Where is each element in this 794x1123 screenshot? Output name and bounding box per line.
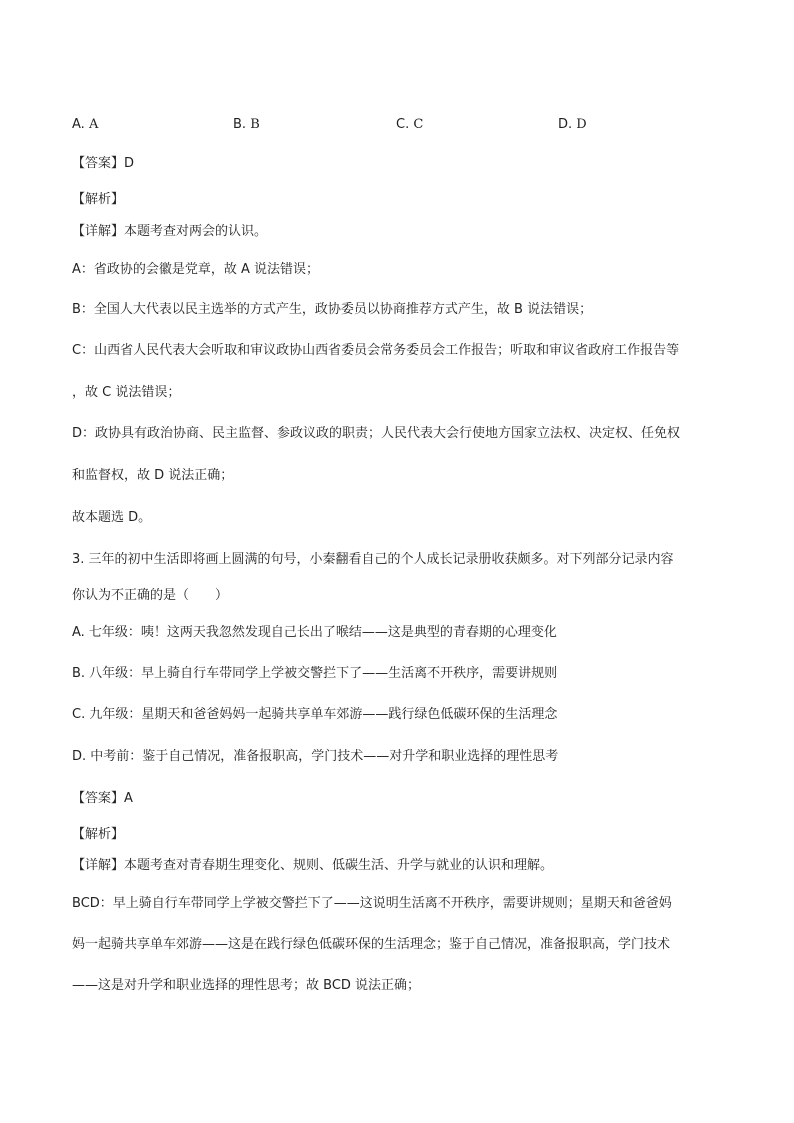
q2-line-d-cont: 和监督权，故 D 说法正确； (72, 468, 234, 483)
q2-line-c: C：山西省人民代表大会听取和审议政协山西省委员会常务委员会工作报告；听取和审议省政府工作报告等 (72, 343, 680, 358)
q3-stem-line1: 3. 三年的初中生活即将画上圆满的句号，小秦翻看自己的个人成长记录册收获颇多。对下列部分记录内容 (72, 552, 674, 567)
q2-detail: 【详解】本题考查对两会的认识。 (72, 224, 268, 239)
q3-analysis-label: 【解析】 (72, 827, 125, 842)
q3-explain-line1: BCD：早上骑自行车带同学上学被交警拦下了——这说明生活离不开秩序，需要讲规则；星期天和爸爸妈 (72, 896, 672, 911)
q3-option-c: C. 九年级：星期天和爸爸妈妈一起骑共享单车郊游——践行绿色低碳环保的生活理念 (72, 707, 558, 722)
q3-explain-line2: 妈一起骑共享单车郊游——这是在践行绿色低碳环保的生活理念；鉴于自己情况，准备报职高，学门技术 (72, 937, 671, 952)
q2-analysis-label: 【解析】 (72, 192, 125, 207)
q2-answer: 【答案】D (72, 156, 135, 171)
q3-option-d: D. 中考前：鉴于自己情况，准备报职高，学门技术——对升学和职业选择的理性思考 (72, 749, 559, 764)
option-d: D. D (558, 117, 587, 132)
q3-explain-line3: ——这是对升学和职业选择的理性思考；故 BCD 说法正确； (72, 978, 421, 993)
option-c: C. C (396, 117, 424, 132)
q3-option-b: B. 八年级：早上骑自行车带同学上学被交警拦下了——生活离不开秩序，需要讲规则 (72, 666, 558, 681)
q3-answer: 【答案】A (72, 791, 133, 806)
q3-option-a: A. 七年级：咦！这两天我忽然发现自己长出了喉结——这是典型的青春期的心理变化 (72, 625, 557, 640)
q3-stem-line2: 你认为不正确的是（ ） (72, 588, 229, 603)
q2-line-b: B：全国人大代表以民主选举的方式产生，政协委员以协商推荐方式产生，故 B 说法错误； (72, 302, 593, 317)
q2-line-c-cont: ，故 C 说法错误； (72, 385, 181, 400)
q2-line-a: A：省政协的会徽是党章，故 A 说法错误； (72, 262, 320, 277)
option-a: A. A (72, 117, 99, 132)
q2-line-d: D：政协具有政治协商、民主监督、参政议政的职责；人民代表大会行使地方国家立法权、决定权、任免权 (72, 426, 681, 441)
q2-conclusion: 故本题选 D。 (72, 510, 152, 525)
q3-detail: 【详解】本题考查对青春期生理变化、规则、低碳生活、升学与就业的认识和理解。 (72, 858, 554, 873)
option-b: B. B (233, 117, 260, 132)
